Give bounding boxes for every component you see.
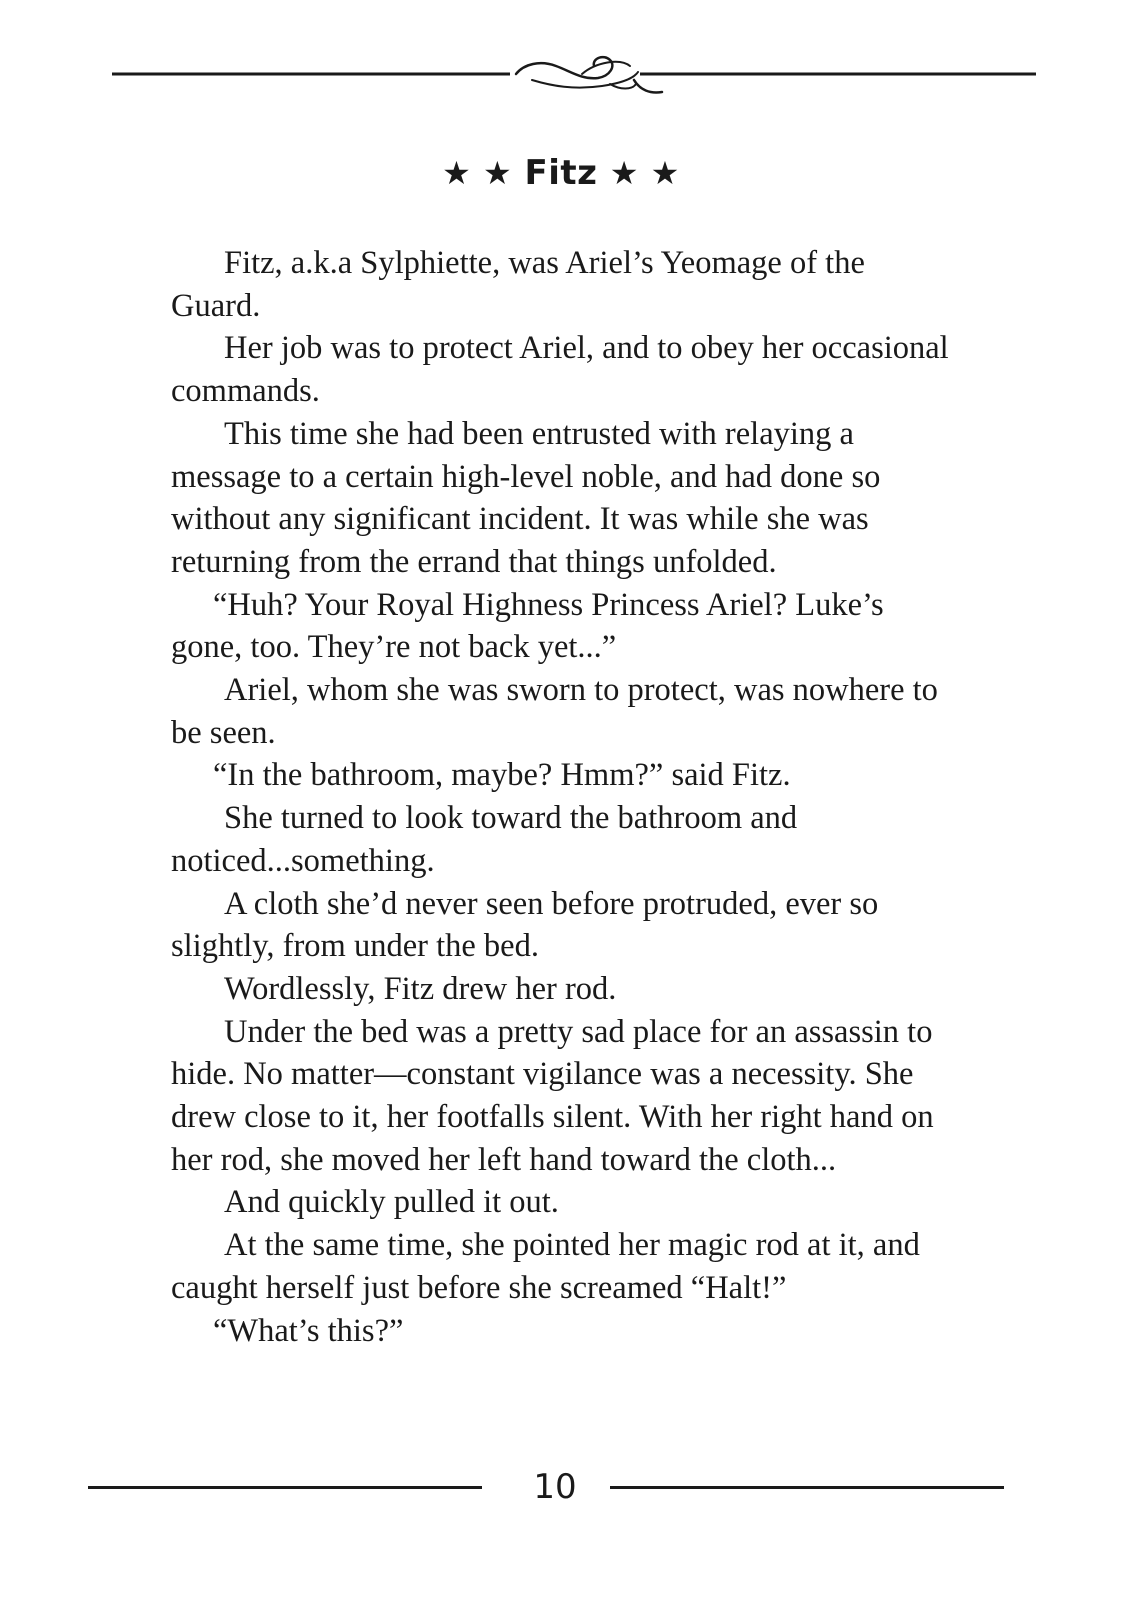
paragraph: A cloth she’d never seen before protruded, ever so slightly, from under the bed.	[171, 885, 879, 965]
paragraph: Her job was to protect Ariel, and to obey her occasional commands.	[171, 330, 949, 410]
star-icon-right: ★ ★	[609, 154, 680, 192]
chapter-title-text: Fitz	[524, 153, 598, 193]
paragraph: “Huh? Your Royal Highness Princess Ariel? Luke’s gone, too. They’re not back yet...”	[171, 586, 884, 666]
paragraph: Fitz, a.k.a Sylphiette, was Ariel’s Yeomage of the Guard.	[171, 245, 865, 324]
paragraph: “In the bathroom, maybe? Hmm?” said Fitz.	[213, 757, 791, 794]
paragraph: At the same time, she pointed her magic rod at it, and caught herself just before she screamed “Halt!”	[171, 1227, 920, 1306]
paragraph: “What’s this?”	[213, 1312, 404, 1349]
footer-rule-left	[88, 1486, 482, 1489]
header-flourish-ornament	[112, 50, 1036, 102]
chapter-title	[0, 153, 1122, 193]
page-footer	[0, 1464, 1122, 1512]
paragraph: Under the bed was a pretty sad place for an assassin to hide. No matter—constant vigilance was a necessity. She drew close to it, her footfalls silent. With her right hand on her rod, she moved her left hand toward the cloth...	[171, 1013, 934, 1178]
paragraph: Ariel, whom she was sworn to protect, was nowhere to be seen.	[171, 672, 938, 751]
page-number: 10	[533, 1467, 577, 1507]
paragraph: And quickly pulled it out.	[224, 1184, 559, 1221]
footer-rule-right	[610, 1486, 1004, 1489]
paragraph: Wordlessly, Fitz drew her rod.	[224, 970, 617, 1007]
star-icon-left: ★ ★	[442, 154, 513, 192]
paragraph: She turned to look toward the bathroom and noticed...something.	[171, 800, 798, 879]
story-body	[171, 242, 961, 1352]
paragraph: This time she had been entrusted with relaying a message to a certain high-level noble, and had done so without any significant incident. It was while she was returning from the errand that things unfolded.	[171, 415, 881, 580]
